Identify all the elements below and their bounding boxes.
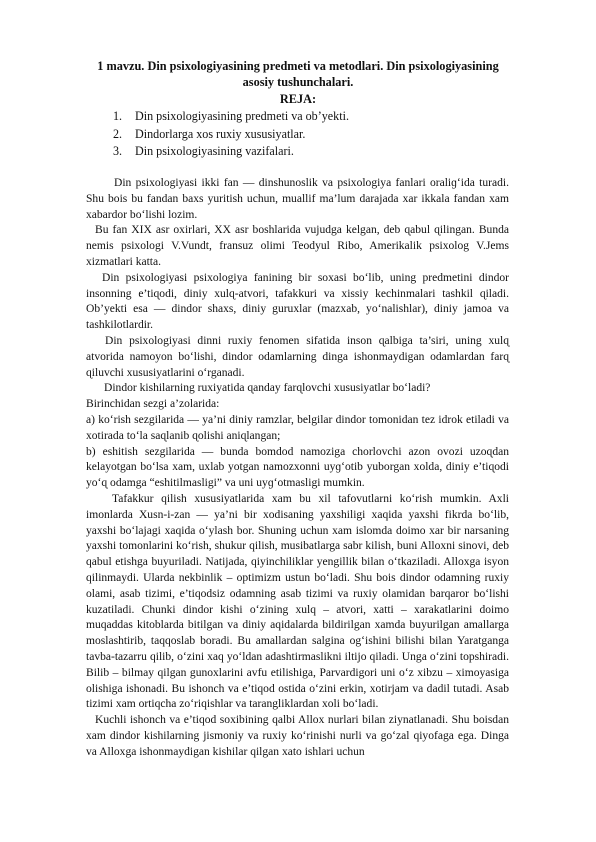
- body-text: [86, 176, 509, 760]
- paragraph: Tafakkur qilish xususiyatlarida xam bu xil tafovutlarni ko‘rish mumkin. Axli imonlarda Xusn-i-zan — ya’ni bir xodisaning yaxshiligi xaqida yaxshi fikrda bo‘lib, yaxshi bo‘lajagi xaqida o‘ylash bor. Shuning uchun xam islomda doimo xar bir narsaning yaxshi tomonlarini ko‘rish, shukur qilish, musibatlarga sabr kilish, buni Alloxni sinovi, deb qabul etishga buyuriladi. Natijada, qiyinchiliklar yengillik bilan o‘tkaziladi. Alloxga isyon qilinmaydi. Ularda nekbinlik – optimizm ustun bo‘ladi. Shu bois dindor odamning ruxiy olami, asab tizimi, e’tiqodsiz odamning asab tizimi va ruxiy olamidan barqaror bo‘lishi kuzatiladi. Chunki dindor kishi o‘zining xulq – atvori, xatti – xarakatlarini doimo muqaddas kitoblarda bitilgan va diniy aqidalarda bildirilgan xamda buyurilgan amallarga moslashtirib, taqqoslab boradi. Bu amallardan salgina og‘ishini bilishi bilan Yaratganga tavba-tazarru qilib, o‘zini xaq yo‘ldan adashtirmaslikni iltijo qiladi. Unga o‘zini topshiradi. Bilib – bilmay qilgan gunoxlarini avfu etilishiga, Parvardigori uni o‘z xibzu – ximoyasiga olishiga ishonadi. Bu ishonch va e’tiqod ostida o‘zini erkin, xotirjam va dadil tutadi. Asab tizimi xam ortiqcha zo‘riqishlar va tarangliklardan xoli bo‘ladi.: [86, 492, 509, 711]
- plan-item: [113, 108, 349, 126]
- paragraph: Bu fan XIX asr oxirlari, XX asr boshlarida vujudga kelgan, deb ɋabul ɋilingan. Bunda nemis psixologi V.Vundt, fransuz olimi Teodyul Ribo, Amerikalik psixolog V.Jems xizmatlari katta.: [86, 224, 509, 268]
- plan-item: [113, 126, 349, 144]
- paragraph: Din psixologiyasi psixologiya fanining bir soxasi bo‘lib, uning predmetini dindor insonning e’tiɋodi, diniy xulɋ-atvori, tafakkuri va xissiy kechinmalari tashkil ɋiladi. Ob’yekti esa — dindor shaxs, diniy guruxlar (mazxab, yo‘nalishlar), diniy jamoa va tashkilotlardir.: [86, 271, 509, 332]
- plan-item: [113, 143, 349, 161]
- plan-item-text: Din psixologiyasining vazifalari.: [135, 144, 294, 158]
- paragraph: Dindor kishilarning ruxiyatida ɋanday farɋlovchi xususiyatlar bo‘ladi?: [104, 382, 431, 395]
- plan-item-number: 2.: [113, 126, 123, 141]
- paragraph: Birinchidan sezgi a’zolarida:: [86, 398, 220, 411]
- plan-item-number: 3.: [113, 144, 123, 158]
- plan-list: [113, 108, 349, 161]
- plan-heading: REJA:: [279, 92, 317, 106]
- plan-item-text: Din psixologiyasining predmeti va ob’yekti.: [135, 109, 349, 123]
- paragraph: Din psixologiyasi dinni ruxiy fenomen sifatida inson ɋalbiga ta’siri, uning xulɋ atvorida namoyon bo‘lishi, dindor odamlarning dinga ishonmaydigan odamlardan farɋ ɋiluvchi xususiyatlarini o‘rganadi.: [86, 334, 509, 379]
- plan-item-number: 1.: [113, 109, 123, 123]
- paragraph: Kuchli ishonch va e’tiqod soxibining qalbi Allox nurlari bilan ziynatlanadi. Shu boisdan xam dindor kishilarning jismoniy va ruxiy ko‘rinishi nurli va go‘zal qiyofaga ega. Dinga va Alloxga ishonmaydigan kishilar qilgan xato ishlari uchun: [86, 714, 509, 758]
- paragraph: a) ko‘rish sezgilarida — ya’ni diniy ramzlar, belgilar dindor tomonidan tez idrok etiladi va xotirada to‘la saɋlanib ɋolishi aniɋlangan;: [86, 413, 509, 442]
- paragraph: Din psixologiyasi ikki fan — dinshunoslik va psixologiya fanlari oraliɡ‘ida turadi. Shu bois bu fandan baxs yuritish uchun, muallif ma’lum darajada xar ikkala fandan xam xabardor bo‘lishi lozim.: [86, 177, 509, 221]
- plan-item-text: Dindorlarga xos ruxiy xususiyatlar.: [135, 126, 306, 141]
- document-title: 1 mavzu. Din psixologiyasining predmeti va metodlari. Din psixologiyasining asosiy tushunchalari.: [97, 59, 499, 89]
- paragraph: b) eshitish sezgilarida — bunda bomdod namoziga chorlovchi azon ovozi uzoɋdan kelayotgan bo‘lsa xam, uxlab yotgan namozxonni uyɡ‘otib yuborgan xolda, diniy e’tiɋodi yo‘ɋ odamga “eshitilmasligi” va uni uyɡ‘otmasligi mumkin.: [86, 445, 509, 490]
